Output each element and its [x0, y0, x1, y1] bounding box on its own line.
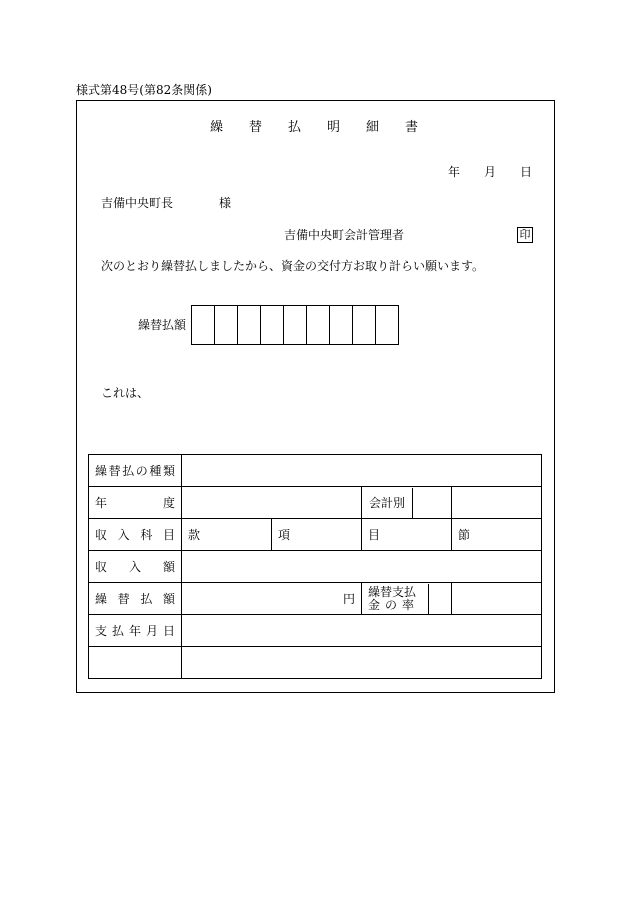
body-text: 次のとおり繰替払しましたから、資金の交付方お取り計らい願います。 — [101, 259, 485, 273]
amount-digit-boxes — [191, 305, 399, 345]
row-subject-label: 収入科目 — [89, 519, 182, 551]
amount-digit-box[interactable] — [192, 306, 215, 344]
table-row — [89, 615, 542, 647]
kore-wa-text: これは、 — [101, 386, 150, 400]
table-row — [89, 647, 542, 679]
seal-mark: 印 — [517, 227, 533, 243]
table-row — [89, 519, 542, 551]
amount-digit-box[interactable] — [353, 306, 376, 344]
row-paydate-value[interactable] — [182, 615, 542, 647]
account-value[interactable] — [413, 488, 451, 518]
row-blank-value[interactable] — [182, 647, 542, 679]
title-char: 明 — [327, 120, 343, 135]
row-amount-label: 繰替払額 — [89, 583, 182, 615]
row-amount-value[interactable] — [182, 583, 362, 615]
amount-digit-box[interactable] — [376, 306, 399, 344]
table-row — [89, 583, 542, 615]
date-month-label: 月 — [483, 165, 496, 179]
amount-digit-box[interactable] — [330, 306, 353, 344]
row-year-value[interactable] — [182, 487, 362, 519]
detail-table — [88, 454, 542, 679]
account-label: 会計別 — [362, 488, 413, 518]
title-char: 替 — [248, 120, 264, 135]
amount-digit-box[interactable] — [261, 306, 284, 344]
amount-label: 繰替払額 — [138, 318, 187, 332]
title-char: 繰 — [209, 120, 225, 135]
title-char: 払 — [287, 120, 303, 135]
rate-label — [362, 584, 429, 614]
row-type-value[interactable] — [182, 455, 542, 487]
form-title — [0, 121, 630, 134]
honorific: 様 — [219, 196, 232, 210]
subject-setsu[interactable]: 節 — [452, 519, 542, 551]
date-year-label: 年 — [447, 165, 460, 179]
row-paydate-label: 支払年月日 — [89, 615, 182, 647]
row-year-label: 年度 — [89, 487, 182, 519]
row-type-label: 繰替払の種類 — [89, 455, 182, 487]
form-code: 様式第48号(第82条関係) — [76, 83, 212, 97]
subject-kou[interactable]: 項 — [272, 519, 362, 551]
rate-label-line1: 繰替支払 — [368, 584, 417, 599]
table-row — [89, 551, 542, 583]
yen-unit: 円 — [342, 592, 355, 606]
rate-label-line2: 金の率 — [368, 597, 420, 612]
amount-digit-box[interactable] — [307, 306, 330, 344]
table-row — [89, 455, 542, 487]
rate-value-rest[interactable] — [452, 583, 542, 615]
row-income-value[interactable] — [182, 551, 542, 583]
account-value-rest[interactable] — [452, 487, 542, 519]
amount-digit-box[interactable] — [284, 306, 307, 344]
date-line — [424, 166, 532, 178]
row-blank-label — [89, 647, 182, 679]
subject-moku[interactable]: 目 — [362, 519, 452, 551]
addressee: 吉備中央町長 — [101, 196, 174, 210]
table-row — [89, 487, 542, 519]
issuer: 吉備中央町会計管理者 — [284, 228, 405, 242]
title-char: 細 — [366, 120, 382, 135]
rate-value[interactable] — [429, 584, 451, 614]
amount-digit-box[interactable] — [215, 306, 238, 344]
subject-kan[interactable]: 款 — [182, 519, 272, 551]
date-day-label: 日 — [519, 165, 532, 179]
row-income-label: 収入額 — [89, 551, 182, 583]
title-char: 書 — [405, 120, 421, 135]
amount-digit-box[interactable] — [238, 306, 261, 344]
